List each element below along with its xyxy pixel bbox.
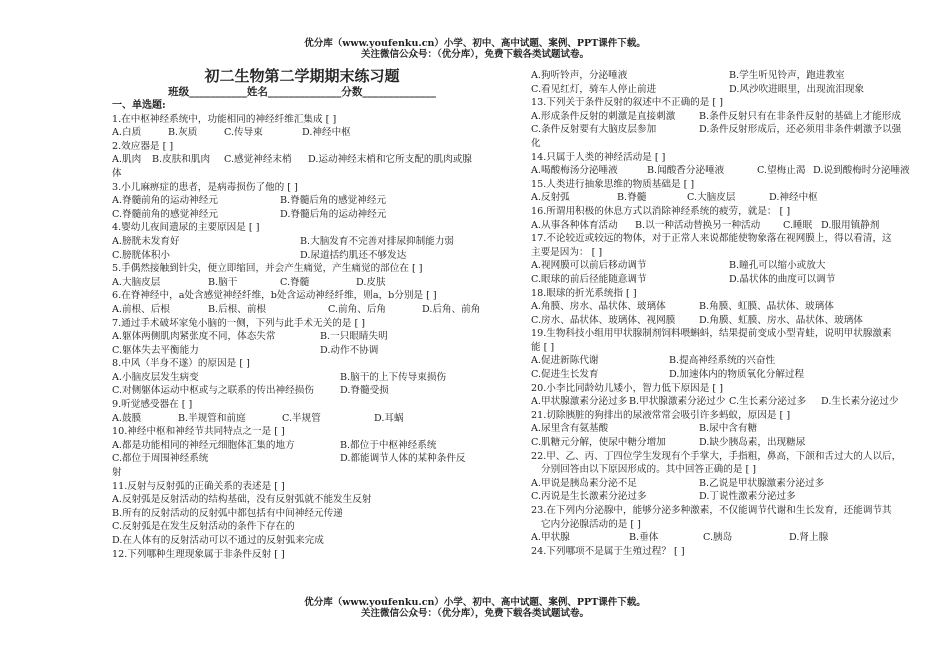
student-info-line: 班级___________姓名______________分数______________: [168, 86, 436, 98]
option-a: A.小脑皮层发生病变: [112, 371, 199, 383]
question-23-options: [531, 531, 919, 545]
question-17: 17.不论较近或较远的物体，对于正常人来说都能使物象落在视网膜上，得以看清，这: [531, 233, 892, 245]
option-a: A.都是功能相同的神经元细胞体汇集的地方: [112, 439, 295, 451]
question-4: 4.婴幼儿夜间遗尿的主要原因是 [ ]: [112, 222, 260, 234]
question-15-options: [531, 191, 919, 205]
question-5: 5.手偶然接触到针尖，便立即缩回，并会产生痛觉，产生痛觉的部位在 [ ]: [112, 263, 423, 275]
question-7: 7.通过手术破坏家兔小脑的一侧，下列与此手术无关的是 [ ]: [112, 317, 365, 329]
question-4-options-ab: [112, 235, 502, 249]
question-8-options-cd: [112, 384, 502, 398]
question-22-continued: 分别回答由以下原因形成的。其中回答正确的是 [ ]: [541, 464, 757, 476]
question-2-continued: 体: [112, 167, 122, 179]
option-c: C.躯体失去平衡能力: [112, 344, 199, 356]
option-c: C.促进生长发育: [531, 369, 599, 381]
option-b: B.皮肤和肌肉: [152, 154, 211, 166]
option-b: B.甲状腺激素分泌过少: [629, 396, 726, 408]
option-b: B.以一种活动替换另一种活动: [635, 219, 761, 231]
question-23-continued: 它内分泌腺活动的是 [ ]: [541, 518, 641, 530]
page-footer: [0, 597, 950, 619]
option-c: C.条件反射要有大脑皮层参加: [531, 124, 657, 136]
question-5-options: [112, 276, 502, 290]
question-10: 10.神经中枢和神经节共同特点之一是 [ ]: [112, 426, 285, 438]
page-title: 初二生物第二学期期末练习题: [204, 67, 400, 85]
option-c: C.对侧躯体运动中枢或与之联系的传出神经损伤: [112, 385, 314, 397]
question-21: 21.切除胰脏的狗排出的尿液常常会吸引许多蚂蚁，原因是 [ ]: [531, 409, 791, 421]
option-d: D.加速体内的物质氧化分解过程: [669, 369, 805, 381]
option-a: A.鼓膜: [112, 412, 142, 424]
option-a: A.尿里含有氨基酸: [531, 423, 609, 435]
question-7-options-cd: [112, 344, 502, 358]
option-d: D.风沙吹进眼里，出现流泪现象: [729, 83, 865, 95]
option-c: C.胰岛: [703, 532, 733, 544]
option-a: A.前根、后根: [112, 303, 170, 315]
option-a: A.肌肉: [112, 154, 142, 166]
option-b: B.都位于中枢神经系统: [340, 439, 437, 451]
question-6-options: [112, 303, 502, 317]
option-b: B.半规管和前庭: [178, 412, 246, 424]
question-13-options-ab: [531, 110, 919, 124]
option-c: C.生长素分泌过多: [729, 396, 807, 408]
question-10-options-cd: [112, 452, 502, 466]
question-18: 18.眼球的折光系统指 [ ]: [531, 287, 637, 299]
option-b: B.脑干: [208, 276, 238, 288]
option-b: B.脊髓: [617, 192, 647, 204]
option-c: C.睡眠: [783, 219, 813, 231]
footer-line-2: 关注微信公众号：（优分库），免费下载各类试题试卷。: [360, 608, 589, 619]
option-c: C.前角、后角: [328, 303, 387, 315]
header-line-1: 优分库（www.youfenku.cn）小学、初中、高中试题、案例、PPT课件下载。: [304, 38, 646, 49]
question-14-options: [531, 164, 919, 178]
option-d: D.动作不协调: [320, 344, 379, 356]
page-header: [0, 38, 950, 60]
option-d: D.服用镇静剂: [821, 219, 880, 231]
question-1: 1.在中枢神经系统中，功能相同的神经纤维汇集成 [ ]: [112, 113, 337, 125]
section-heading: 一、单选题:: [112, 100, 166, 111]
option-a: A.角膜、房水、晶状体、玻璃体: [531, 301, 666, 313]
option-a: A.从事各种体育活动: [531, 219, 618, 231]
option-a: A.视网膜可以前后移动调节: [531, 260, 647, 272]
question-20-options: [531, 395, 919, 409]
option-b: B.提高神经系统的兴奋性: [669, 355, 776, 367]
option-d: D.皮肤: [356, 276, 386, 288]
option-a: A.促进新陈代谢: [531, 355, 599, 367]
option-d: D.肾上腺: [789, 532, 829, 544]
option-a: A.白质: [112, 127, 142, 139]
option-c: C.眼球的前后径能随意调节: [531, 273, 647, 285]
question-21-options-ab: [531, 422, 919, 436]
question-17-options-cd: [531, 273, 919, 287]
option-c: C.丙说是生长激素分泌过多: [531, 491, 647, 503]
option-a: A.膀胱未发育好: [112, 235, 180, 247]
option-c: C.大脑皮层: [687, 192, 736, 204]
question-21-options-cd: [531, 436, 919, 450]
option-d: D.运动神经末梢和它所支配的肌肉或腺: [308, 154, 472, 166]
option-b: B.脊髓后角的感觉神经元: [280, 195, 387, 207]
left-column: [112, 67, 502, 561]
option-d: D.缺少胰岛素，出现糖尿: [699, 437, 806, 449]
question-24: 24.下列哪项不是属于生殖过程？ [ ]: [531, 545, 685, 557]
question-19-continued: 能 [ ]: [531, 341, 555, 353]
question-13: 13.下列关于条件反射的叙述中不正确的是 [ ]: [531, 97, 723, 109]
question-11-option-b: B.所有的反射活动的反射弧中都包括有中间神经元传递: [112, 507, 343, 519]
question-22: 22.甲、乙、丙、丁四位学生发现有个手掌大，手指粗，鼻高，下颌和舌过大的人以后，: [531, 450, 902, 462]
option-c: C.望梅止渴: [757, 165, 806, 177]
question-13-options-cd: [531, 123, 919, 137]
option-a: A.喝酸梅汤分泌唾液: [531, 165, 618, 177]
option-a: A.躯体两侧肌肉紧张度不同，体态失常: [112, 331, 276, 343]
footer-line-1: 优分库（www.youfenku.cn）小学、初中、高中试题、案例、PPT课件下载。: [304, 597, 646, 608]
option-a: A.甲说是胰岛素分泌不足: [531, 477, 637, 489]
option-c: C.脊髓: [280, 276, 310, 288]
option-b: B.后根、前根: [208, 303, 267, 315]
option-b: B.脑干的上下传导束损伤: [340, 371, 447, 383]
question-9-options: [112, 412, 502, 426]
question-20: 20.小李比同龄幼儿矮小，智力低下原因是 [ ]: [531, 382, 723, 394]
question-7-options-ab: [112, 330, 502, 344]
question-10-continued: 射: [112, 467, 122, 479]
question-11-option-d: D.在人体有的反射活动可以不通过的反射弧来完成: [112, 535, 324, 546]
question-18-options-cd: [531, 314, 919, 328]
question-14: 14.只属于人类的神经活动是 [ ]: [531, 151, 666, 163]
option-d: D.神经中枢: [769, 192, 818, 204]
option-d: D.晶状体的曲度可以调节: [729, 273, 836, 285]
option-a: A.脊髓前角的运动神经元: [112, 195, 218, 207]
question-8: 8.中风（半身不遂）的原因是 [ ]: [112, 358, 250, 370]
question-19: 19.生物科技小组用甲状腺制剂饲料喂蝌蚪，结果提前变成小型青蛙，说明甲状腺激素: [531, 328, 892, 340]
question-2-options: [112, 153, 502, 167]
question-16-options: [531, 219, 919, 233]
option-d: D.脊髓受损: [340, 385, 389, 397]
question-10-options-ab: [112, 439, 502, 453]
question-12-options-cd: [531, 83, 919, 97]
option-b: B.角膜、虹膜、晶状体、玻璃体: [699, 301, 834, 313]
option-a: A.反射弧: [531, 192, 570, 204]
question-12-options-ab: [531, 69, 919, 83]
option-c: C.感觉神经末梢: [224, 154, 292, 166]
header-line-2: 关注微信公众号：（优分库），免费下载各类试题试卷。: [360, 49, 589, 60]
question-3-options-cd: [112, 208, 502, 222]
option-b: B.灰质: [168, 127, 198, 139]
question-19-options-cd: [531, 368, 919, 382]
option-a: A.狗听铃声，分泌唾液: [531, 70, 628, 81]
question-19-options-ab: [531, 354, 919, 368]
option-b: B.大脑发育不完善对排尿抑制能力弱: [300, 235, 455, 247]
option-c: C.都位于周围神经系统: [112, 453, 209, 465]
question-15: 15.人类进行抽象思维的物质基础是 [ ]: [531, 178, 695, 190]
question-18-options-ab: [531, 300, 919, 314]
option-a: A.甲状腺激素分泌过多: [531, 396, 628, 408]
option-b: B.条件反射只有在非条件反射的基础上才能形成: [699, 110, 901, 122]
question-11-option-a: A.反射弧是反射活动的结构基础，没有反射弧就不能发生反射: [112, 494, 372, 506]
option-b: B.一只眼睛失明: [320, 331, 388, 343]
option-b: B.尿中含有糖: [699, 423, 758, 435]
question-8-options-ab: [112, 371, 502, 385]
option-c: C.传导束: [224, 127, 263, 139]
question-22-options-cd: [531, 490, 919, 504]
option-d: D.后角、前角: [422, 303, 481, 315]
option-b: B.闻酸香分泌唾液: [647, 165, 725, 177]
option-d: D.脊髓后角的运动神经元: [280, 208, 387, 220]
option-c: C.房水、晶状体、玻璃体、视网膜: [531, 314, 676, 326]
option-d: D.说到酸梅时分泌唾液: [813, 165, 910, 177]
option-d: D.耳蜗: [374, 412, 404, 424]
option-b: B.乙说是甲状腺激素分泌过多: [699, 477, 825, 489]
question-4-options-cd: [112, 249, 502, 263]
question-1-options: [112, 126, 502, 140]
question-11-option-c: C.反射弧是在发生反射活动的条件下存在的: [112, 521, 295, 533]
option-c: C.脊髓前角的感觉神经元: [112, 208, 218, 220]
question-9: 9.听觉感受器在 [ ]: [112, 399, 193, 411]
option-b: B.垂体: [629, 532, 659, 544]
option-d: D.神经中枢: [302, 127, 351, 139]
question-6: 6.在脊神经中，a处含感觉神经纤维，b处含运动神经纤维，则a，b分别是 [ ]: [112, 290, 437, 302]
question-13-continued: 化: [531, 137, 541, 149]
question-3: 3.小儿麻痹症的患者，是病毒损伤了他的 [ ]: [112, 181, 298, 193]
option-a: A.大脑皮层: [112, 276, 161, 288]
option-d: D.条件反射形成后，还必须用非条件刺激予以强: [699, 124, 902, 136]
option-c: C.肌糖元分解，使尿中糖分增加: [531, 437, 666, 449]
option-d: D.生长素分泌过少: [821, 396, 899, 408]
option-a: A.形成条件反射的刺激是直接刺激: [531, 110, 676, 122]
option-d: D.角膜、虹膜、房水、晶状体、玻璃体: [699, 314, 863, 326]
option-b: B.学生听见铃声，跑进教室: [729, 70, 845, 81]
question-3-options-ab: [112, 194, 502, 208]
question-11: 11.反射与反射弧的正确关系的表述是 [ ]: [112, 480, 285, 492]
option-a: A.甲状腺: [531, 532, 570, 544]
question-17-options-ab: [531, 259, 919, 273]
question-16: 16.所谓用积极的休息方式以消除神经系统的疲劳，就是： [ ]: [531, 205, 791, 217]
option-d: D.丁说性激素分泌过多: [699, 491, 796, 503]
right-column: [531, 69, 919, 558]
option-d: D.尿道括约肌还不够发达: [300, 249, 407, 261]
question-22-options-ab: [531, 477, 919, 491]
option-c: C.看见红灯，骑车人停止前进: [531, 83, 657, 95]
option-d: D.都能调节人体的某种条件反: [340, 453, 466, 465]
question-23: 23.在下列内分泌腺中，能够分泌多种激素，不仅能调节代谢和生长发育，还能调节其: [531, 505, 892, 516]
option-c: C.半规管: [282, 412, 321, 424]
question-17-continued: 主要是因为： [ ]: [531, 246, 603, 258]
option-c: C.膀胱体积小: [112, 249, 171, 261]
option-b: B.瞳孔可以缩小或放大: [729, 260, 826, 272]
question-12: 12.下列哪种生理现象属于非条件反射 [ ]: [112, 548, 285, 560]
question-2: 2.效应器是 [ ]: [112, 140, 174, 152]
